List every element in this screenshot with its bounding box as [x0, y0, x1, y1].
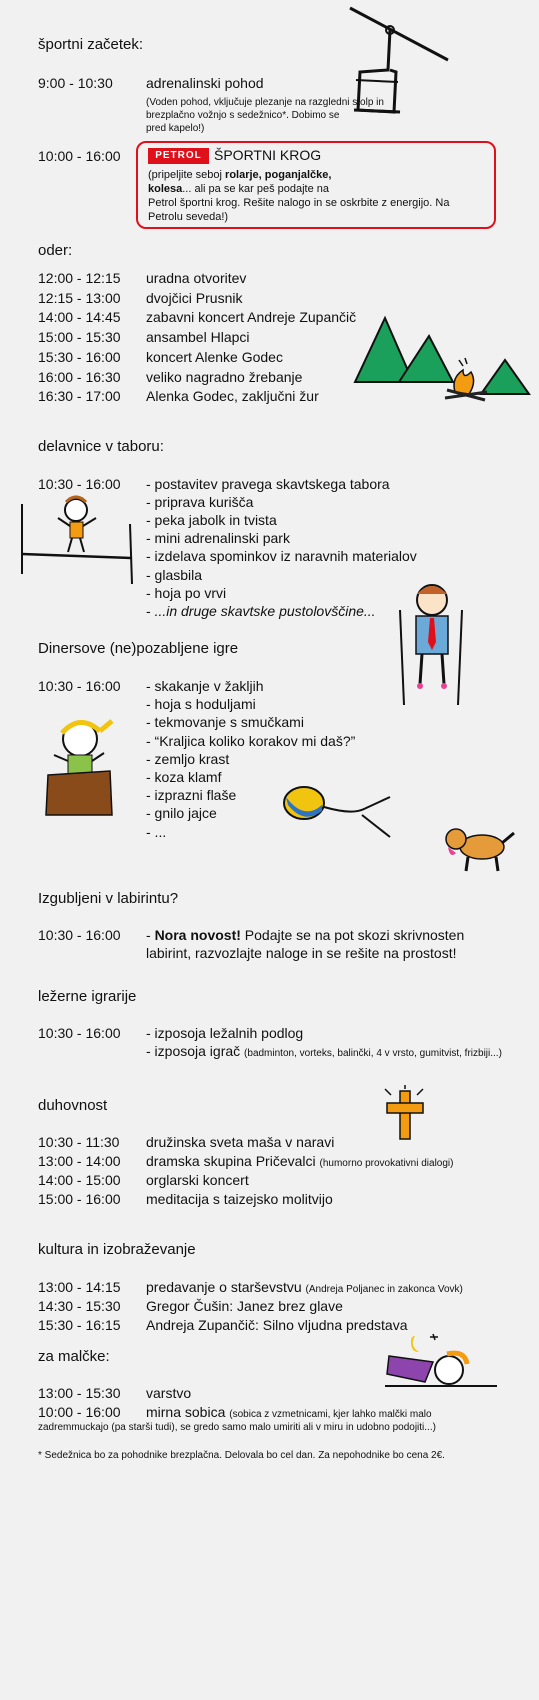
row-desc: - ... — [146, 823, 167, 840]
row-time: 13:00 - 14:00 — [38, 1153, 121, 1169]
row-desc: - peka jabolk in tvista — [146, 512, 277, 529]
petrol-title: ŠPORTNI KROG — [214, 147, 322, 163]
pohod-note-3: pred kapelo!) — [146, 123, 205, 134]
row-desc: zabavni koncert Andreje Zupančič — [146, 309, 357, 326]
section-title-kultura: kultura in izobraževanje — [38, 1241, 196, 1258]
row-time: 15:30 - 16:00 — [38, 348, 121, 365]
row-time: 16:30 - 17:00 — [38, 388, 121, 405]
row-desc: - skakanje v žakljih — [146, 678, 264, 694]
section-title-dinersove: Dinersove (ne)pozabljene igre — [38, 640, 239, 657]
tents-campfire-icon — [355, 314, 530, 409]
row-desc: - glasbila — [146, 566, 203, 583]
row-desc: ansambel Hlapci — [146, 329, 250, 346]
row-desc: - koza klamf — [146, 769, 222, 785]
dog-icon — [440, 825, 520, 875]
malcki-note: zadremmuckajo (pa starši tudi), se gredo samo malo umiriti ali v miru in udobno podojiti...) — [38, 1422, 436, 1433]
scout-boy-icon — [390, 580, 475, 710]
petrol-line-4: Petrolu seveda!) — [148, 211, 229, 223]
row-time: 14:00 - 14:45 — [38, 309, 121, 326]
row-time: 10:30 - 16:00 — [38, 678, 121, 694]
section-title-malcki: za malčke: — [38, 1348, 110, 1365]
petrol-logo: PETROL — [148, 148, 209, 164]
row-desc: adrenalinski pohod — [146, 75, 264, 91]
petrol-line-1: (pripeljite seboj rolarje, poganjalčke, — [148, 169, 332, 181]
row-desc: Andreja Zupančič: Silno vljudna predstava — [146, 1317, 408, 1333]
row-time: 12:00 - 12:15 — [38, 270, 121, 286]
girl-podium-icon — [40, 715, 120, 815]
petrol-line-3: Petrol športni krog. Rešite nalogo in se oskrbite z energijo. Na — [148, 197, 450, 209]
child-rope-icon — [20, 494, 140, 584]
row-desc: - hoja s hoduljami — [146, 696, 256, 713]
section-title-lezerne: ležerne igrarije — [38, 988, 137, 1005]
row-desc: - hoja po vrvi — [146, 584, 227, 601]
row-time: 10:30 - 11:30 — [38, 1134, 120, 1150]
row-time: 12:15 - 13:00 — [38, 289, 121, 306]
row-desc: - zemljo krast — [146, 750, 230, 767]
row-desc: - “Kraljica koliko korakov mi daš?” — [146, 732, 356, 749]
row-time: 15:00 - 16:00 — [38, 1191, 121, 1207]
section-title-oder: oder: — [38, 242, 73, 259]
row-desc: - gnilo jajce — [146, 805, 217, 822]
footnote: * Sedežnica bo za pohodnike brezplačna. Delovala bo cel dan. Za nepohodnike bo cena 2€. — [38, 1450, 445, 1461]
row-desc: dramska skupina Pričevalci (humorno provokativni dialogi) — [146, 1153, 454, 1169]
section-title-duhovnost: duhovnost — [38, 1097, 108, 1114]
row-time: 9:00 - 10:30 — [38, 75, 113, 91]
row-desc: dvojčici Prusnik — [146, 289, 243, 306]
row-desc: veliko nagradno žrebanje — [146, 368, 303, 385]
row-desc: - izdelava spominkov iz naravnih materialov — [146, 548, 417, 565]
row-time: 16:00 - 16:30 — [38, 368, 121, 385]
row-time: 14:30 - 15:30 — [38, 1298, 121, 1314]
row-time: 10:30 - 16:00 — [38, 476, 121, 492]
cross-icon — [383, 1085, 428, 1145]
row-desc: koncert Alenke Godec — [146, 348, 283, 365]
section-title-delavnice: delavnice v taboru: — [38, 438, 164, 455]
row-desc: meditacija s taizejsko molitvijo — [146, 1191, 333, 1207]
petrol-line-2: kolesa... ali pa se kar peš podajte na — [148, 183, 330, 195]
row-time: 15:00 - 15:30 — [38, 329, 121, 346]
row-time: 15:30 - 16:15 — [38, 1317, 121, 1333]
section-title-labirint: Izgubljeni v labirintu? — [38, 890, 179, 907]
row-desc: Gregor Čušin: Janez brez glave — [146, 1298, 343, 1314]
row-desc: uradna otvoritev — [146, 270, 247, 286]
chairlift-icon — [350, 0, 460, 140]
row-desc: Alenka Godec, zaključni žur — [146, 388, 319, 405]
row-desc: - izprazni flaše — [146, 787, 237, 804]
row-desc: družinska sveta maša v naravi — [146, 1134, 335, 1150]
petrol-box — [136, 141, 496, 229]
row-desc: - postavitev pravega skavtskega tabora — [146, 476, 390, 492]
program-page: športni začetek: 9:00 - 10:30 adrenalinski pohod (Voden pohod, vključuje plezanje na razgledni stolp in brezplačno vožnjo s sedežnico*. Dobimo se pred kapelo!) 10:00 - 16:00 PETROL ŠPORTNI KROG (pripeljite seboj rolarje, poganjalčke, kolesa... ali pa se kar peš podajte na Petrol športni krog. Rešite nalogo in se oskrbite z energijo. Na Petrolu seveda!) oder: 12:00 - 12:15 uradna otvoritev 12:15 - 13:00 dvojčici Prusnik 14:00 - 14:45 zabavni koncert Andreje Zupančič 15:00 - 15:30 ansambel Hlapci 15:30 - 16:00 koncert Alenke Godec 16:00 - 16:30 veliko nagradno žrebanje 16:30 - 17:00 Alenka Godec, zaključni žur delavnice v taboru: 10:30 - 16:00 - postavitev pravega skavtskega tabora - priprava kurišča - peka jabolk in tvista - mini adrenalinski park - izdelava spominkov iz naravnih materialov - glasbila - hoja po vrvi - ...in druge skavtske pustolovščine... Dinersove (ne)pozabljene igre 10:30 - 16:00 - skakanje v žakljih - hoja s hoduljami - tekmovanje s smučkami - “Kraljica koliko korakov mi daš?” - zemljo krast - koza klamf - izprazni flaše - gnilo jajce - ... Izgubljeni v labirintu? 10:30 - 16:00 - Nora novost! Podajte se na pot skozi skrivnosten labirint, razvozlajte naloge in se rešite na prostost! ležerne igrarije 10:30 - 16:00 - izposoja ležalnih podlog - izposoja igrač (badminton, vorteks, balinčki, 4 v vrsto, gumitvist, frizbiji...) duhovnost 10:30 - 11:30 družinska sveta maša v naravi 13:00 - 14:00 dramska skupina Pričevalci (humorno provokativni dialogi) 14:00 - 15:00 orglarski koncert 15:00 - 16:00 meditacija s taizejsko molitvijo kultura in izobraževanje 13:00 - 14:15 predavanje o starševstvu (Andreja Poljanec in zakonca Vovk) 14:30 - 15:30 Gregor Čušin: Janez brez glave 15:30 - 16:15 Andreja Zupančič: Silno vljudna predstava za malčke: 13:00 - 15:30 varstvo 10:00 - 16:00 mirna sobica (sobica z vzmetnicami, kjer lahko malčki malo zadremmuckajo (pa starši tudi), se gredo samo malo umiriti ali v miru in udobno podojiti...) * Sedežnica bo za pohodnike brezplačna. Delovala bo cel dan. Za nepohodnike bo cena 2€. — [0, 0, 539, 1700]
sleeping-child-icon — [385, 1330, 500, 1390]
row-desc: orglarski koncert — [146, 1172, 249, 1188]
row-desc: - priprava kurišča — [146, 494, 254, 511]
row-desc: - mini adrenalinski park — [146, 530, 290, 547]
row-time: 10:30 - 16:00 — [38, 927, 121, 943]
ball-icon — [282, 785, 397, 840]
row-time: 13:00 - 14:15 — [38, 1279, 121, 1295]
row-desc: predavanje o starševstvu (Andreja Poljanec in zakonca Vovk) — [146, 1279, 463, 1295]
section-title-sportni: športni začetek: — [38, 36, 144, 53]
pohod-note-1: (Voden pohod, vključuje plezanje na razgledni stolp in — [146, 97, 384, 108]
row-time: 10:00 - 16:00 — [38, 1404, 121, 1420]
row-time: 10:00 - 16:00 — [38, 148, 121, 164]
row-time: 13:00 - 15:30 — [38, 1385, 121, 1401]
row-desc: - tekmovanje s smučkami — [146, 714, 304, 731]
pohod-note-2: brezplačno vožnjo s sedežnico*. Dobimo se — [146, 110, 340, 121]
row-time: 10:30 - 16:00 — [38, 1025, 121, 1041]
row-time: 14:00 - 15:00 — [38, 1172, 121, 1188]
